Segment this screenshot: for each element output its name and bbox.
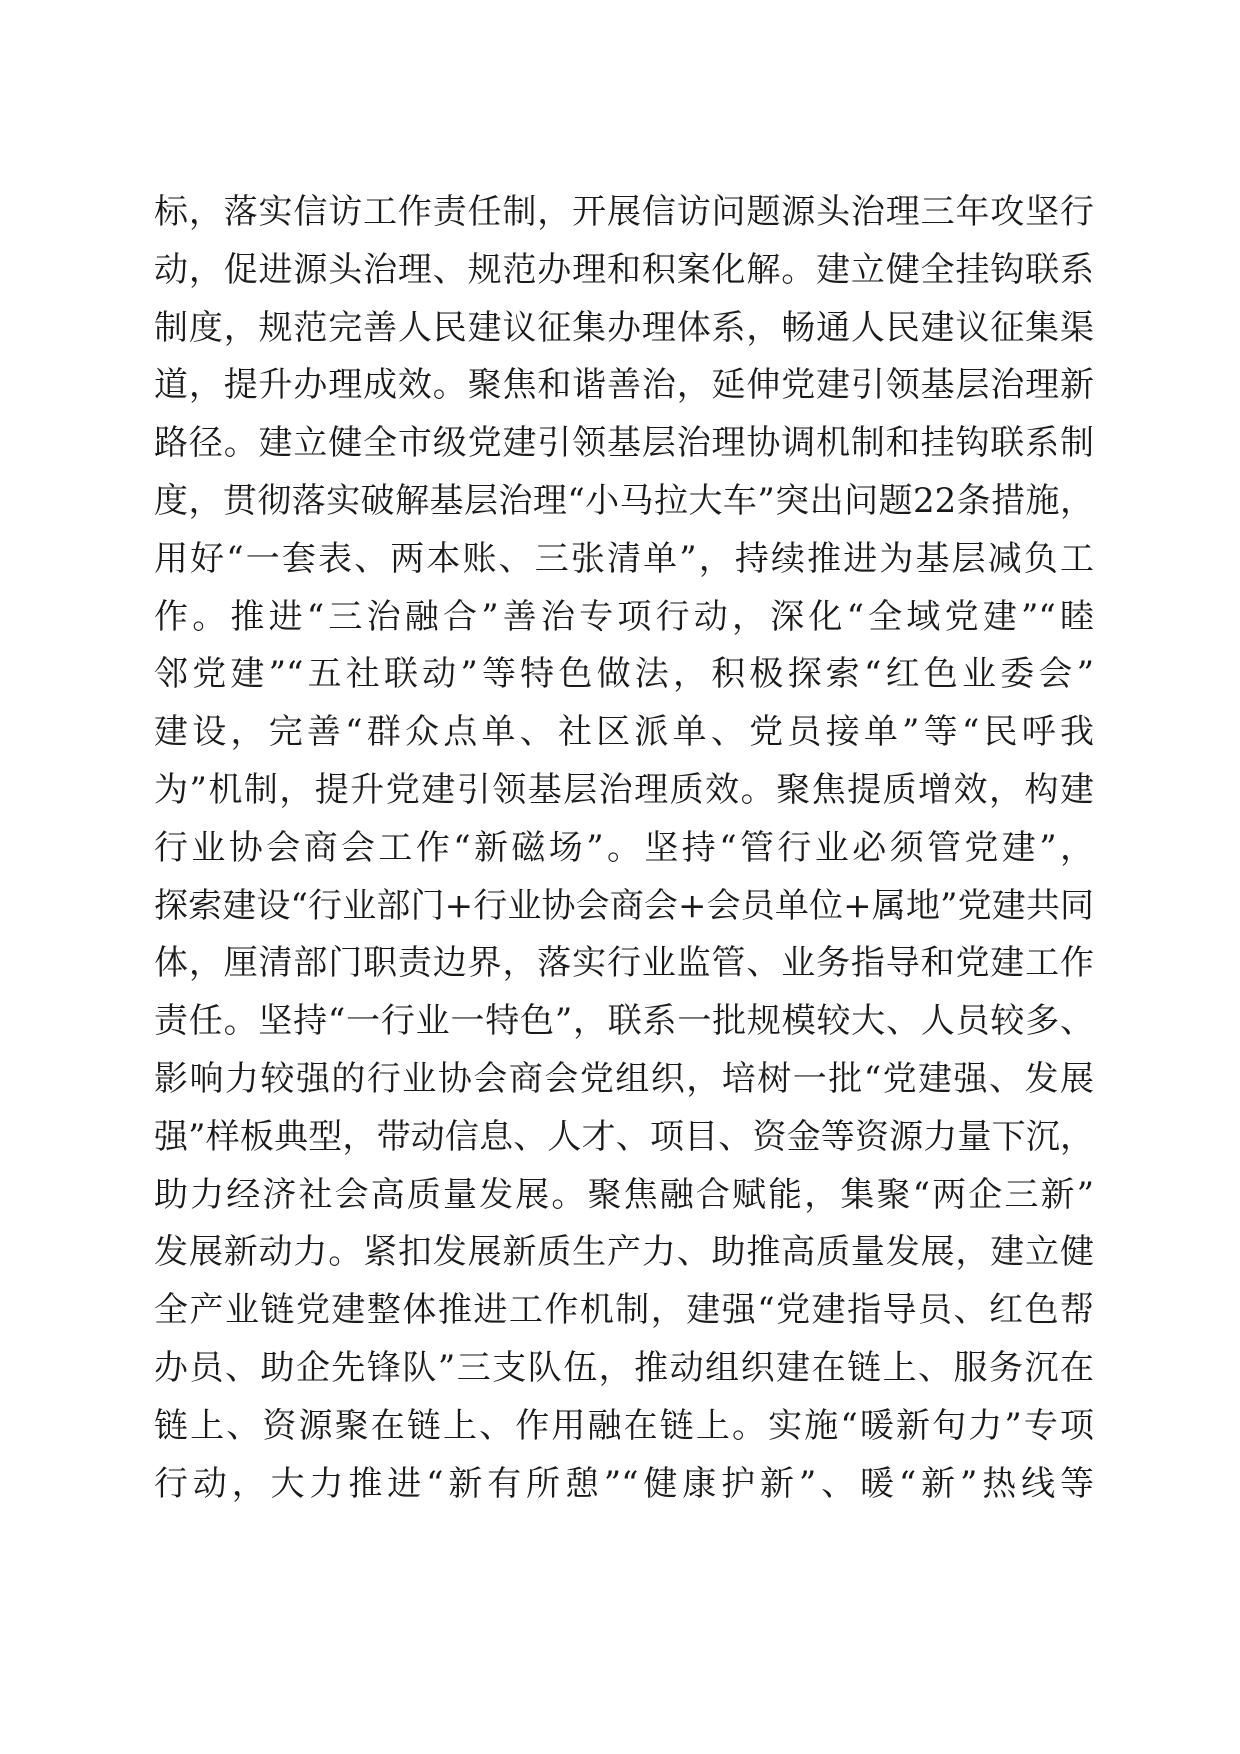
text-line: 为”机制，提升党建引领基层治理质效。聚焦提质增效，构建 <box>154 769 1094 810</box>
text-line: 道，提升办理成效。聚焦和谐善治，延伸党建引领基层治理新 <box>154 365 1094 406</box>
text-line: 体，厘清部门职责边界，落实行业监管、业务指导和党建工作 <box>154 943 1094 984</box>
text-line: 建设，完善“群众点单、社区派单、党员接单”等“民呼我 <box>154 712 1094 753</box>
text-line: 行业协会商会工作“新磁场”。坚持“管行业必须管党建”， <box>154 827 1094 868</box>
text-line: 责任。坚持“一行业一特色”，联系一批规模较大、人员较多、 <box>154 1001 1094 1042</box>
text-line: 路径。建立健全市级党建引领基层治理协调机制和挂钩联系制 <box>154 423 1094 464</box>
text-line: 链上、资源聚在链上、作用融在链上。实施“暖新句力”专项 <box>154 1405 1094 1446</box>
text-line: 作。推进“三治融合”善治专项行动，深化“全域党建”“睦 <box>154 596 1094 637</box>
text-line: 用好“一套表、两本账、三张清单”，持续推进为基层减负工 <box>154 538 1094 579</box>
text-line: 行动，大力推进“新有所憩”“健康护新”、暖“新”热线等 <box>154 1463 1094 1504</box>
text-line: 制度，规范完善人民建议征集办理体系，畅通人民建议征集渠 <box>154 307 1094 348</box>
text-line: 度，贯彻落实破解基层治理“小马拉大车”突出问题22条措施， <box>154 480 1094 521</box>
text-line: 发展新动力。紧扣发展新质生产力、助推高质量发展，建立健 <box>154 1232 1094 1273</box>
text-line: 邻党建”“五社联动”等特色做法，积极探索“红色业委会” <box>154 654 1094 695</box>
text-line: 动，促进源头治理、规范办理和积案化解。建立健全挂钩联系 <box>154 249 1094 290</box>
body-text <box>154 184 1094 1513</box>
text-line: 全产业链党建整体推进工作机制，建强“党建指导员、红色帮 <box>154 1290 1094 1331</box>
text-line: 影响力较强的行业协会商会党组织，培树一批“党建强、发展 <box>154 1058 1094 1099</box>
text-line: 办员、助企先锋队”三支队伍，推动组织建在链上、服务沉在 <box>154 1347 1094 1388</box>
text-line: 助力经济社会高质量发展。聚焦融合赋能，集聚“两企三新” <box>154 1174 1094 1215</box>
text-line: 标，落实信访工作责任制，开展信访问题源头治理三年攻坚行 <box>154 192 1094 232</box>
text-line: 探索建设“行业部门+行业协会商会+会员单位+属地”党建共同 <box>154 885 1094 926</box>
text-line: 强”样板典型，带动信息、人才、项目、资金等资源力量下沉， <box>154 1116 1094 1157</box>
